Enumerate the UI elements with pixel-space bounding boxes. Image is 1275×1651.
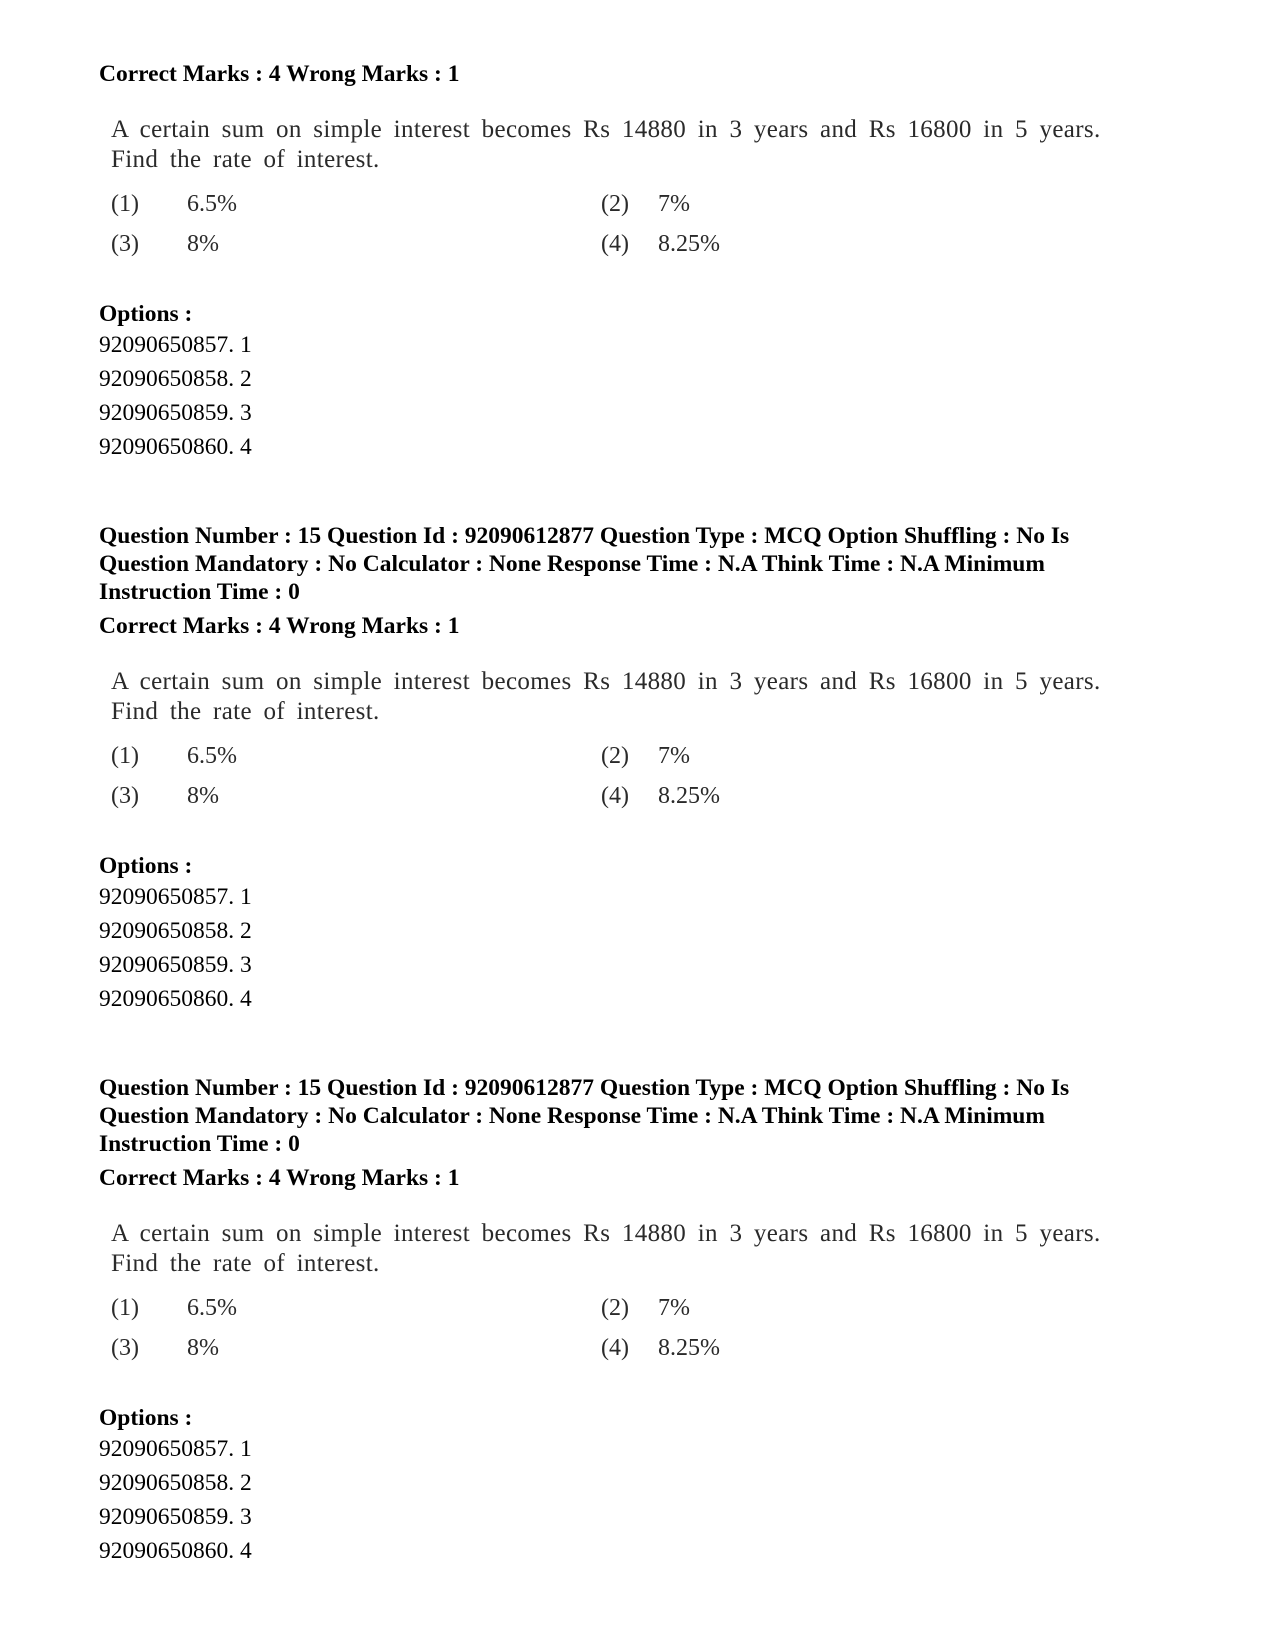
option-id-line: 92090650857. 1 <box>99 1436 252 1462</box>
options-label: Options : <box>99 1405 193 1431</box>
choice-number: (3) <box>111 783 139 809</box>
question-metadata: Question Number : 15 Question Id : 92090612877 Question Type : MCQ Option Shuffling : No Is Question Mandatory : No Calculator : None Response Time : N.A Think Time : N.A Minimum Instruction Time : 0 <box>99 523 1070 605</box>
options-section <box>99 300 1179 464</box>
choice-row <box>111 1295 1111 1325</box>
option-id-line: 92090650857. 1 <box>99 332 252 358</box>
choice-number: (1) <box>111 1295 139 1321</box>
question-text: A certain sum on simple interest becomes Rs 14880 in 3 years and Rs 16800 in 5 years. Find the rate of interest. <box>111 668 1101 725</box>
choice-value: 8.25% <box>658 1335 720 1361</box>
choice-row <box>111 231 1111 261</box>
choice-value: 8.25% <box>658 231 720 257</box>
question-text: A certain sum on simple interest becomes Rs 14880 in 3 years and Rs 16800 in 5 years. Find the rate of interest. <box>111 116 1101 173</box>
option-id-line: 92090650857. 1 <box>99 884 252 910</box>
options-label: Options : <box>99 853 193 879</box>
choice-value: 6.5% <box>187 191 237 217</box>
option-id-line: 92090650858. 2 <box>99 366 252 392</box>
option-id-line: 92090650860. 4 <box>99 986 252 1012</box>
option-id-line: 92090650860. 4 <box>99 1538 252 1564</box>
choice-number: (2) <box>601 743 629 769</box>
choice-value: 8% <box>187 231 219 257</box>
choice-row <box>111 783 1111 813</box>
choice-number: (1) <box>111 743 139 769</box>
choice-number: (4) <box>601 783 629 809</box>
options-section <box>99 1404 1179 1568</box>
choice-value: 6.5% <box>187 1295 237 1321</box>
choice-row <box>111 1335 1111 1365</box>
options-label: Options : <box>99 301 193 327</box>
correct-wrong-marks: Correct Marks : 4 Wrong Marks : 1 <box>99 1165 460 1191</box>
option-id-line: 92090650858. 2 <box>99 918 252 944</box>
correct-wrong-marks: Correct Marks : 4 Wrong Marks : 1 <box>99 613 460 639</box>
choice-value: 6.5% <box>187 743 237 769</box>
choice-number: (1) <box>111 191 139 217</box>
option-id-line: 92090650858. 2 <box>99 1470 252 1496</box>
choice-value: 8.25% <box>658 783 720 809</box>
option-id-line: 92090650859. 3 <box>99 952 252 978</box>
choice-number: (3) <box>111 231 139 257</box>
question-box <box>111 1219 1131 1361</box>
choice-number: (4) <box>601 231 629 257</box>
options-section <box>99 852 1179 1016</box>
choice-value: 8% <box>187 1335 219 1361</box>
option-id-line: 92090650859. 3 <box>99 400 252 426</box>
choice-value: 7% <box>658 191 690 217</box>
question-box <box>111 667 1131 809</box>
question-header <box>99 1074 1179 1158</box>
marks-line <box>99 60 1179 88</box>
option-id-line: 92090650859. 3 <box>99 1504 252 1530</box>
marks-line <box>99 612 1179 640</box>
question-box <box>111 115 1131 257</box>
choice-row <box>111 191 1111 221</box>
question-metadata: Question Number : 15 Question Id : 92090612877 Question Type : MCQ Option Shuffling : No Is Question Mandatory : No Calculator : None Response Time : N.A Think Time : N.A Minimum Instruction Time : 0 <box>99 1075 1070 1157</box>
choice-number: (2) <box>601 1295 629 1321</box>
marks-line <box>99 1164 1179 1192</box>
choice-number: (4) <box>601 1335 629 1361</box>
choice-number: (3) <box>111 1335 139 1361</box>
choice-number: (2) <box>601 191 629 217</box>
option-id-line: 92090650860. 4 <box>99 434 252 460</box>
question-header <box>99 522 1179 606</box>
choice-value: 8% <box>187 783 219 809</box>
choice-row <box>111 743 1111 773</box>
correct-wrong-marks: Correct Marks : 4 Wrong Marks : 1 <box>99 61 460 87</box>
choice-value: 7% <box>658 743 690 769</box>
question-text: A certain sum on simple interest becomes Rs 14880 in 3 years and Rs 16800 in 5 years. Find the rate of interest. <box>111 1220 1101 1277</box>
choice-value: 7% <box>658 1295 690 1321</box>
